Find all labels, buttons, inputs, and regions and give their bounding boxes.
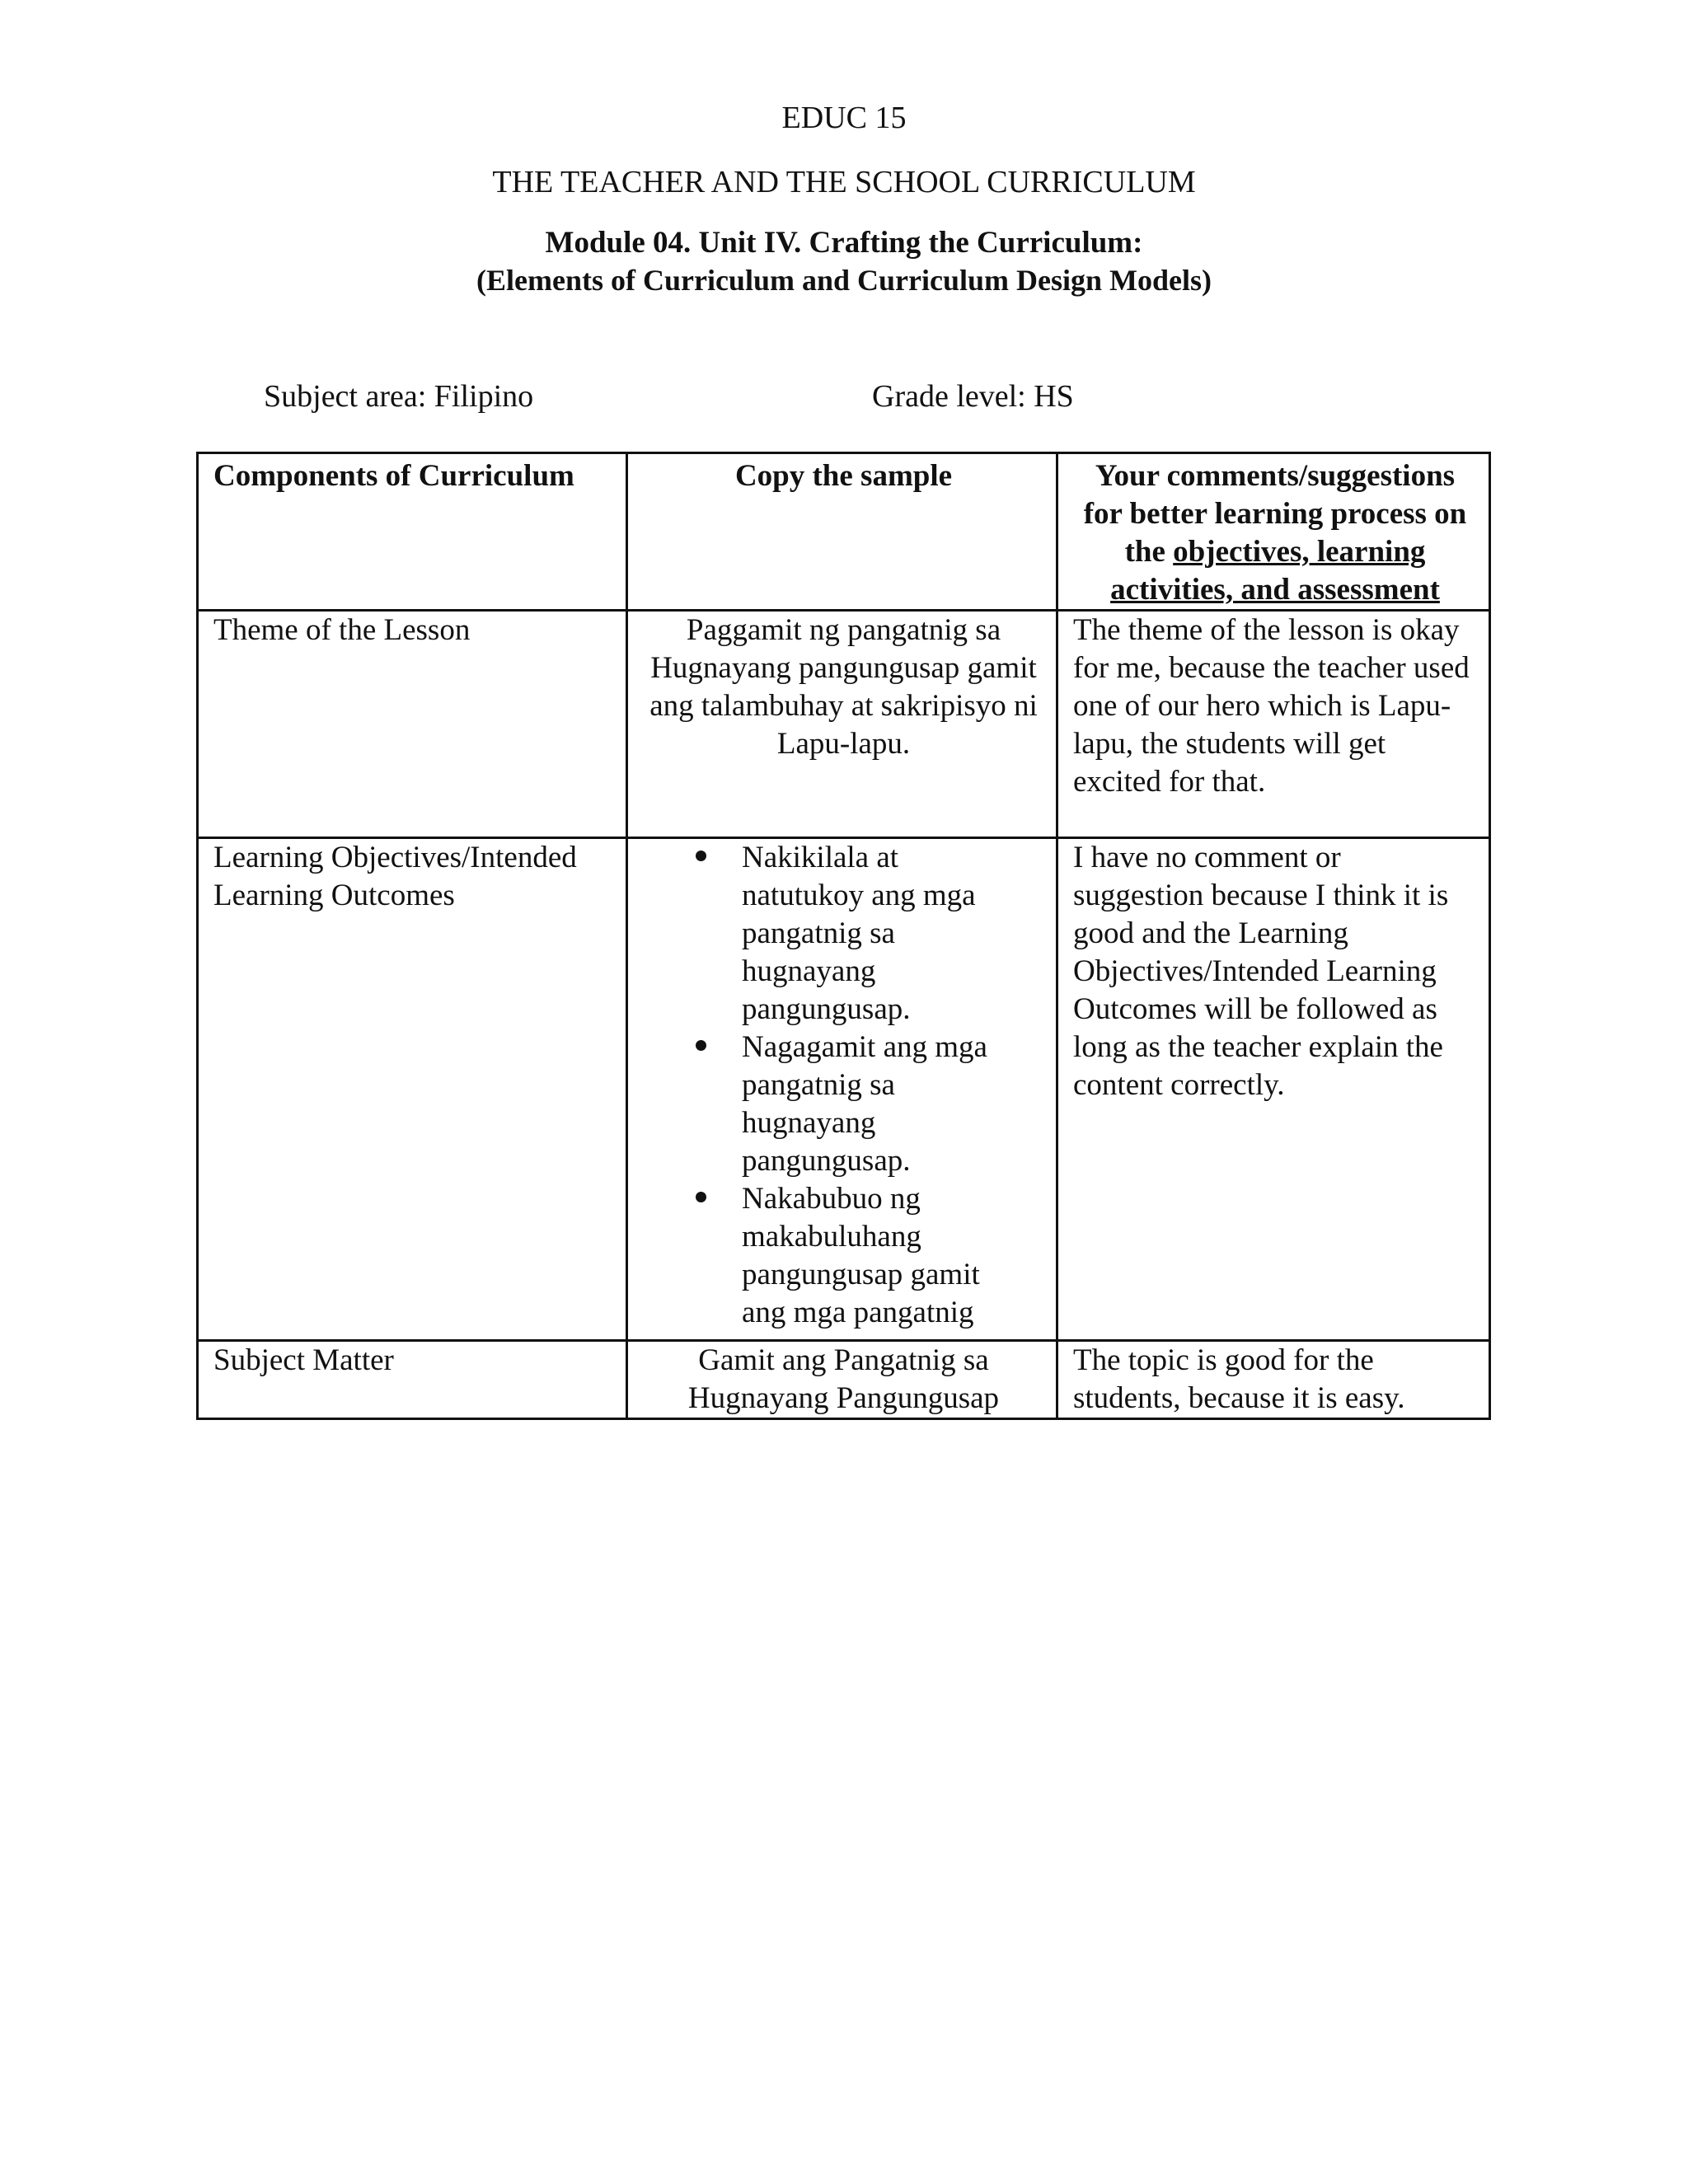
grade-level: Grade level: HS: [872, 379, 1074, 414]
comment-cell: I have no comment or suggestion because I think it is good and the Learning Objectives/Intended Learning Outcomes will be followed as long as the teacher explain the content correctly.: [1057, 838, 1490, 1341]
objectives-list: [643, 839, 1044, 1332]
course-title: THE TEACHER AND THE SCHOOL CURRICULUM: [492, 165, 1196, 199]
module-title: Module 04. Unit IV. Crafting the Curriculum:: [545, 226, 1143, 260]
comment-cell: The theme of the lesson is okay for me, because the teacher used one of our hero which is Lapu-lapu, the students will get excited for that.: [1057, 611, 1490, 838]
table-row: [198, 1341, 1490, 1419]
objective-text: Nakabubuo ng makabuluhang pangungusap gamit ang mga pangatnig: [742, 1182, 980, 1329]
list-item: [742, 839, 1044, 1029]
header-sample: Copy the sample: [627, 453, 1057, 611]
comment-cell: The topic is good for the students, because it is easy.: [1057, 1341, 1490, 1419]
module-subtitle: (Elements of Curriculum and Curriculum Design Models): [476, 264, 1212, 297]
header-comments-underlined: objectives, learning activities, and assessment: [1110, 535, 1440, 607]
table-header-row: [198, 453, 1490, 611]
subject-area: Subject area: Filipino: [264, 379, 534, 414]
header-comments-text: Your comments/suggestions for better learning process on the: [1083, 459, 1467, 569]
list-item: [742, 1180, 1044, 1332]
objective-text: Nakikilala at natutukoy ang mga pangatnig sa hugnayang pangungusap.: [742, 841, 976, 1026]
curriculum-table: [196, 452, 1491, 1420]
bullet-icon: [696, 851, 706, 861]
component-cell: Theme of the Lesson: [198, 611, 627, 838]
table-row: [198, 838, 1490, 1341]
component-cell: Learning Objectives/Intended Learning Outcomes: [198, 838, 627, 1341]
header-components: Components of Curriculum: [198, 453, 627, 611]
bullet-icon: [696, 1040, 706, 1051]
sample-cell: Paggamit ng pangatnig sa Hugnayang pangungusap gamit ang talambuhay at sakripisyo ni Lapu-lapu.: [627, 611, 1057, 838]
component-cell: Subject Matter: [198, 1341, 627, 1419]
sample-cell: [627, 838, 1057, 1341]
list-item: [742, 1029, 1044, 1180]
course-code: EDUC 15: [781, 101, 907, 135]
sample-cell: Gamit ang Pangatnig sa Hugnayang Pangungusap: [627, 1341, 1057, 1419]
header-comments: [1057, 453, 1490, 611]
table-row: [198, 611, 1490, 838]
bullet-icon: [696, 1192, 706, 1202]
objective-text: Nagagamit ang mga pangatnig sa hugnayang pangungusap.: [742, 1030, 987, 1178]
